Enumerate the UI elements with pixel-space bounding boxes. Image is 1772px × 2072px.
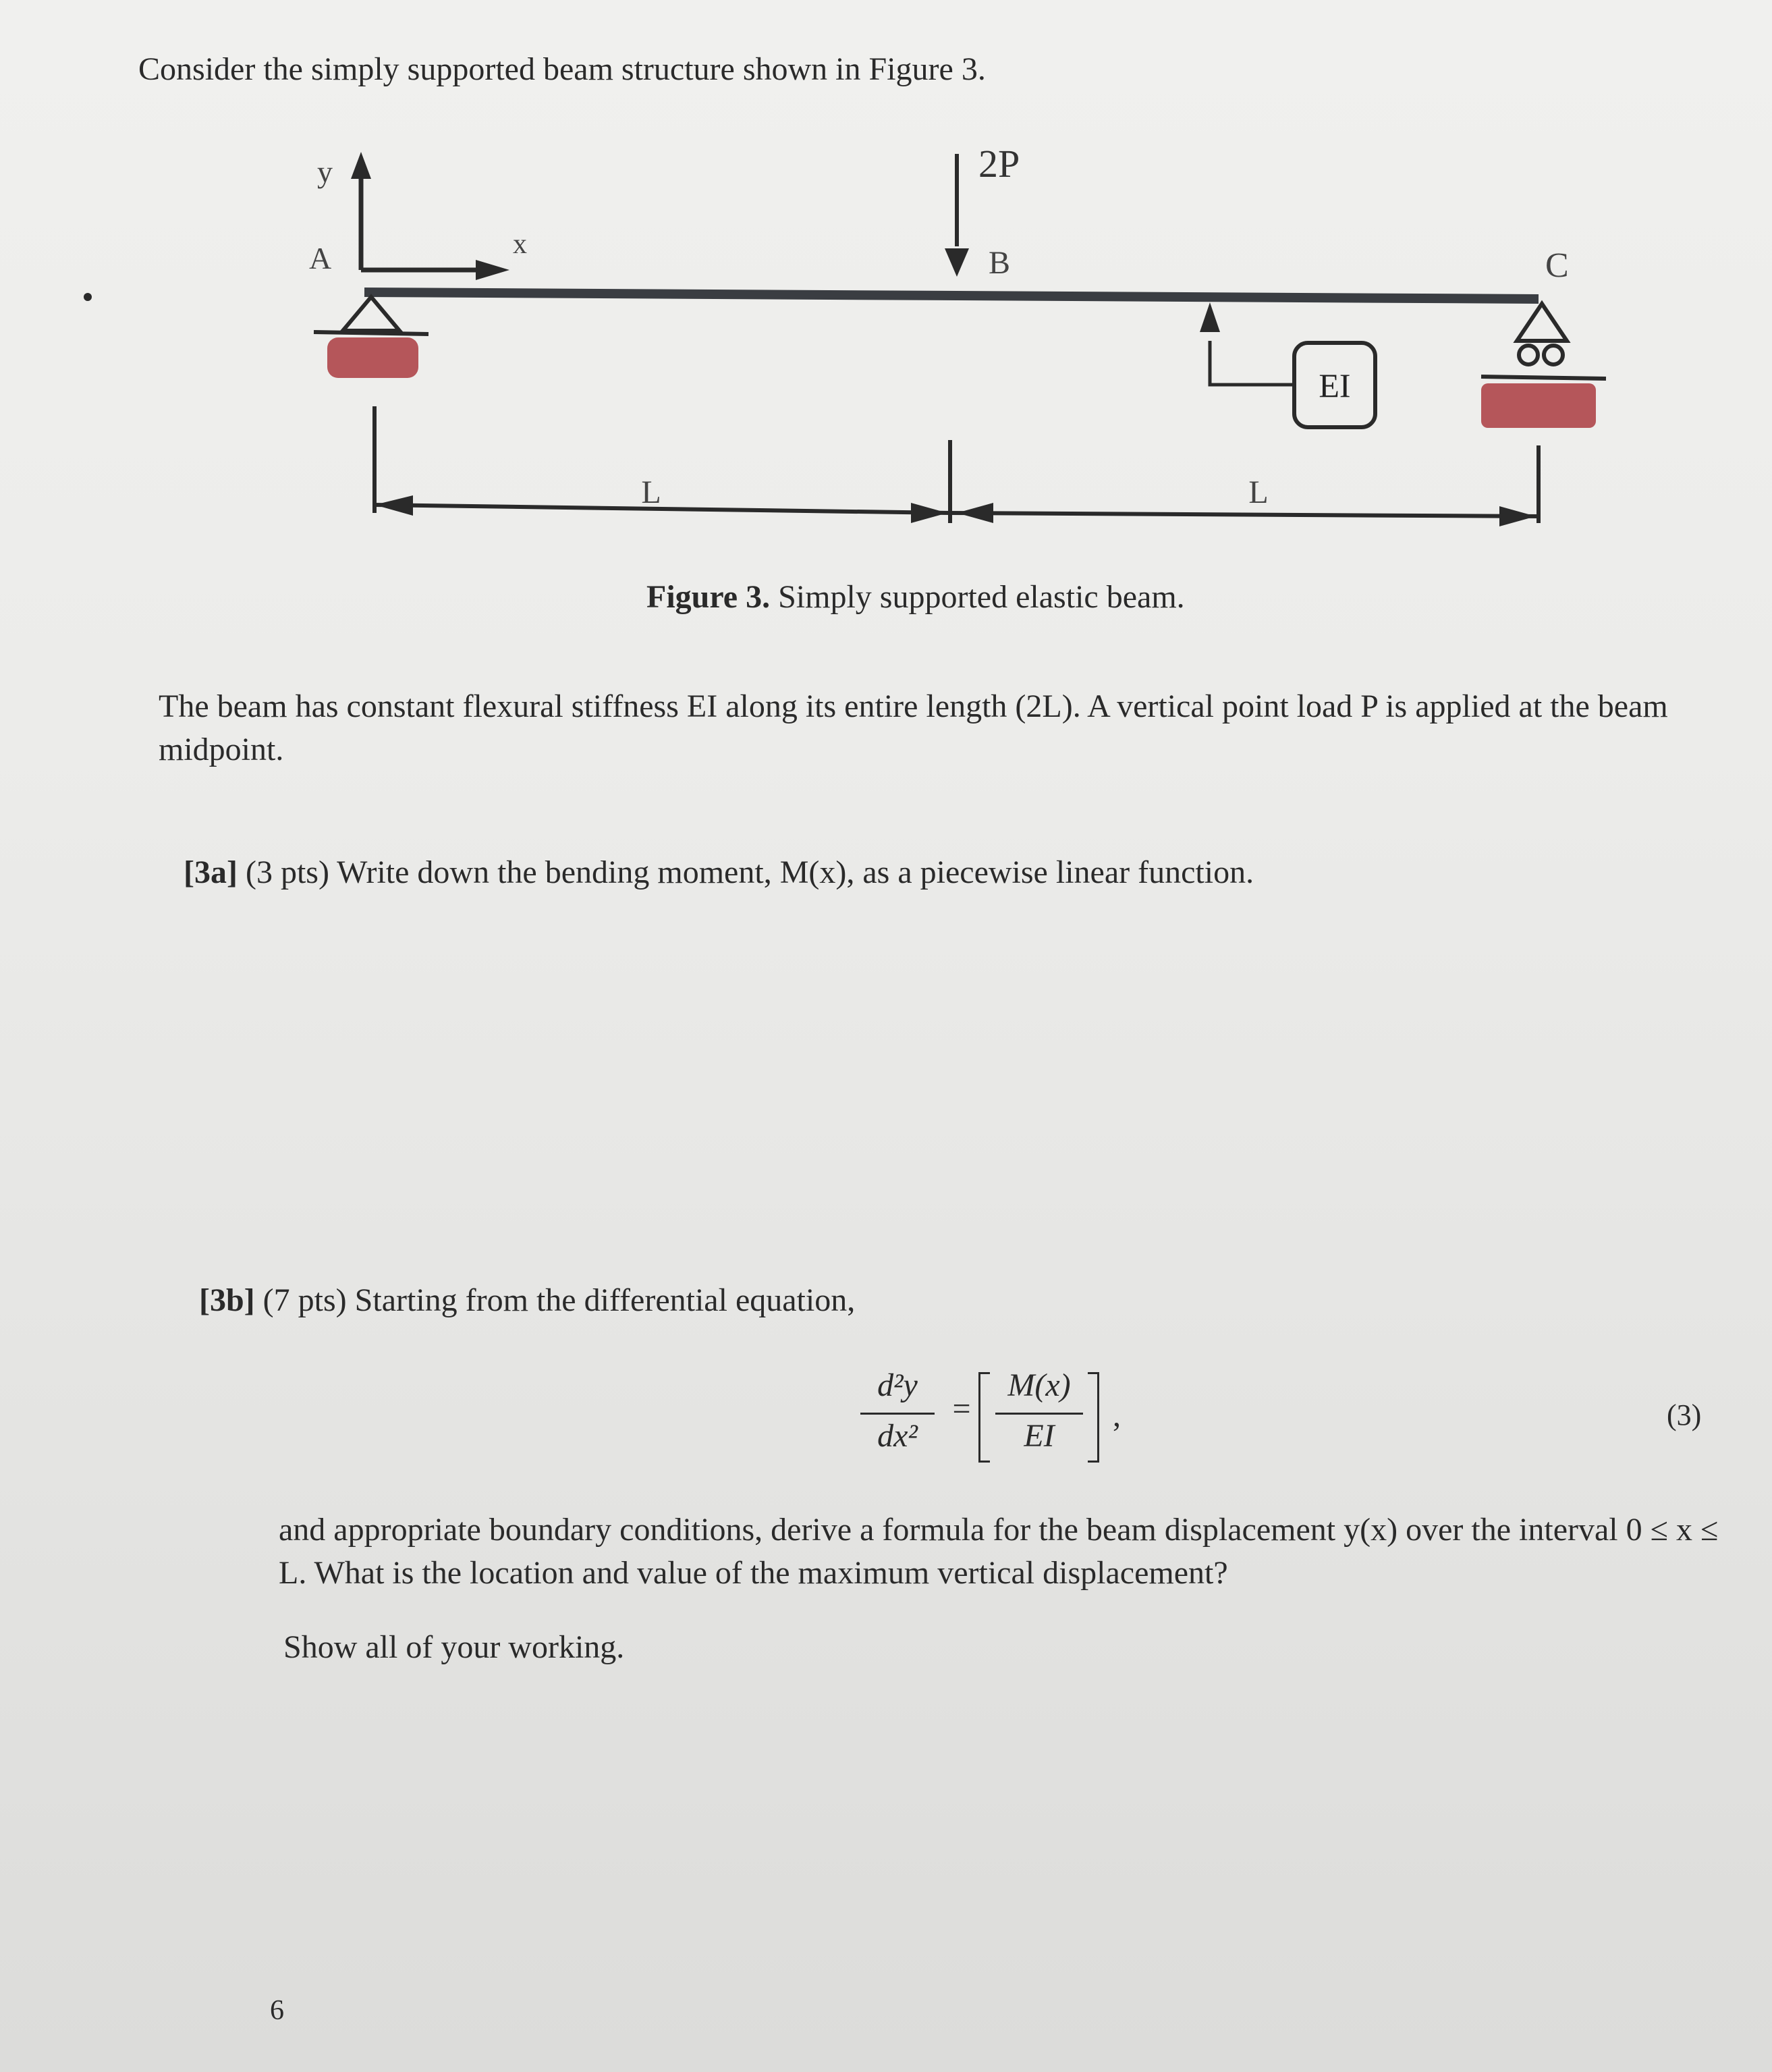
- axis-x-label: x: [513, 229, 527, 260]
- eq-lhs-numerator: d²y: [877, 1367, 918, 1403]
- question-3a-text: (3 pts) Write down the bending moment, M(x), as a piecewise linear function.: [245, 854, 1254, 890]
- load-label: 2P: [978, 142, 1020, 186]
- question-3b-label: [3b]: [199, 1282, 255, 1318]
- point-a-label: A: [309, 241, 332, 275]
- equation-number: (3): [1667, 1398, 1702, 1432]
- figure-caption: [646, 576, 1185, 618]
- problem-description: The beam has constant flexural stiffness EI along its entire length (2L). A vertical point load P is applied at the beam midpoint.: [159, 688, 1668, 767]
- eq-left-bracket: [978, 1372, 990, 1463]
- eq-rhs-fraction-bar: [995, 1413, 1083, 1415]
- eq-lhs-denominator: dx²: [877, 1418, 918, 1454]
- question-3a: [184, 852, 1254, 894]
- beam-figure: [0, 0, 1772, 648]
- eq-rhs-numerator: M(x): [1007, 1367, 1071, 1403]
- eq-equals: =: [952, 1391, 971, 1427]
- point-b-label: B: [989, 245, 1011, 281]
- roller-support-c: [1481, 304, 1606, 428]
- eq-right-bracket: [1088, 1372, 1099, 1463]
- beam: [364, 292, 1539, 299]
- ei-leader: [1210, 341, 1294, 385]
- ei-tag-label: EI: [1319, 366, 1351, 404]
- axis-y-label: y: [317, 155, 333, 189]
- span-left-label: L: [641, 474, 661, 510]
- question-3b-body: and appropriate boundary conditions, derive a formula for the beam displacement y(x) over the interval 0 ≤ x ≤ L. What is the location and value of the maximum vertical displacement?: [279, 1512, 1719, 1591]
- question-3b-working: Show all of your working.: [283, 1629, 625, 1665]
- page-number: 6: [270, 1995, 284, 2026]
- question-3b-text: (7 pts) Starting from the differential equation,: [262, 1282, 856, 1318]
- x-axis-arrowhead: [476, 260, 509, 280]
- dimension-lines: [375, 406, 1539, 523]
- question-3b: [199, 1280, 855, 1321]
- dim-left-arrow-end: [911, 503, 947, 523]
- page-mark-dot: [84, 293, 92, 301]
- intro-text: Consider the simply supported beam structure shown in Figure 3.: [138, 51, 986, 87]
- eq-lhs-fraction-bar: [860, 1413, 935, 1415]
- question-3a-label: [3a]: [184, 854, 238, 890]
- eq-rhs-denominator: EI: [1024, 1418, 1055, 1454]
- pin-support-a: [314, 297, 428, 378]
- figure-caption-text: Simply supported elastic beam.: [778, 579, 1185, 615]
- y-axis-arrowhead: [351, 152, 371, 179]
- dim-right-arrow-end: [1499, 506, 1536, 526]
- span-right-label: L: [1248, 474, 1269, 510]
- differential-equation: [857, 1360, 1140, 1475]
- eq-comma: ,: [1113, 1398, 1121, 1434]
- dim-left-arrow-start: [375, 495, 413, 516]
- figure-caption-label: Figure 3.: [646, 579, 771, 615]
- dim-right-arrow-start: [957, 503, 993, 523]
- load-arrowhead: [945, 248, 969, 277]
- ei-leader-arrowhead: [1200, 302, 1220, 332]
- point-c-label: C: [1545, 246, 1569, 285]
- axes: [361, 177, 482, 270]
